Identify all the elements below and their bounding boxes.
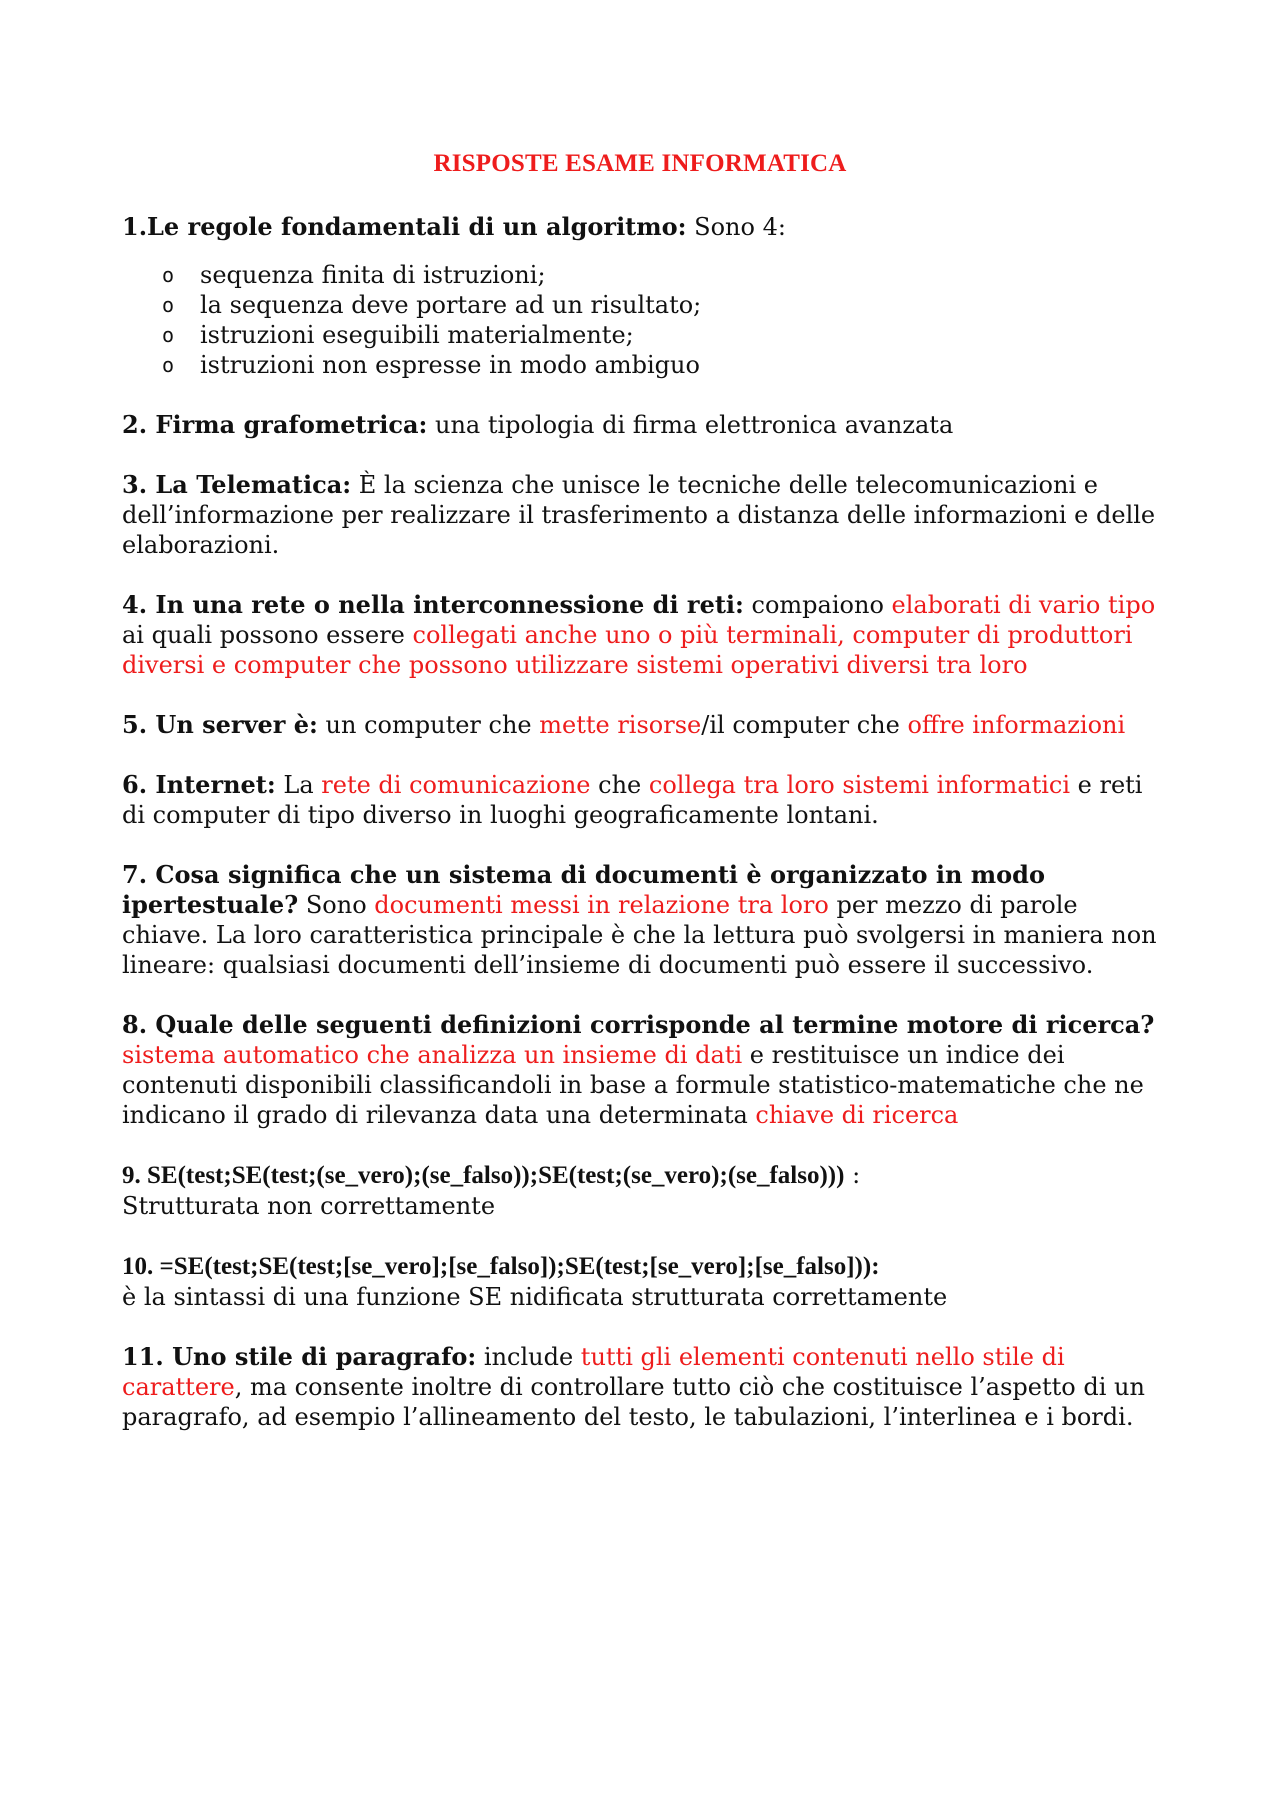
bullet-marker: o (162, 323, 175, 347)
question-5-highlight: mette risorse (539, 711, 702, 739)
question-2 (122, 410, 1162, 440)
question-10 (122, 1251, 1162, 1312)
question-6-text: e reti di computer di tipo diverso in luoghi geograficamente lontani. (122, 771, 1143, 829)
question-5-highlight: offre informazioni (907, 711, 1126, 739)
question-5 (122, 710, 1162, 740)
question-8-label: 8. Quale delle seguenti definizioni corrisponde al termine motore di ricerca? (122, 1010, 1155, 1039)
list-item-text: sequenza finita di istruzioni; (200, 261, 546, 289)
bullet-marker: o (162, 263, 175, 287)
question-8-highlight: chiave di ricerca (755, 1101, 959, 1129)
question-7-text: per mezzo di parole chiave. La loro caratteristica principale è che la lettura può svolgersi in maniera non lineare: qualsiasi documenti dell’insieme di documenti può essere il successivo. (122, 891, 1157, 979)
page-title: RISPOSTE ESAME INFORMATICA (433, 150, 847, 177)
question-6-text: La (275, 771, 322, 799)
algorithm-rules-list (122, 260, 1162, 380)
question-9-label: 9. SE(test;SE(test;(se_vero);(se_falso));SE(test;(se_vero);(se_falso))) (122, 1162, 845, 1189)
list-item (162, 260, 1162, 290)
question-2-text: una tipologia di firma elettronica avanzata (427, 411, 954, 439)
question-8-text: e restituisce un indice dei contenuti disponibili classificandoli in base a formule statistico-matematiche che ne indicano il grado di rilevanza data una determinata (122, 1041, 1144, 1129)
question-5-label: 5. Un server è: (122, 710, 318, 739)
question-11-text: , ma consente inoltre di controllare tutto ciò che costituisce l’aspetto di un paragrafo, ad esempio l’allineamento del testo, le tabulazioni, l’interlinea e i bordi. (122, 1373, 1145, 1431)
question-4-label: 4. In una rete o nella interconnessione di reti: (122, 590, 744, 619)
list-item (162, 350, 1162, 380)
question-4-text: ai quali possono essere (122, 621, 413, 649)
question-10-label: 10. =SE(test;SE(test;[se_vero];[se_falso]);SE(test;[se_vero];[se_falso])): (122, 1253, 880, 1280)
list-item (162, 290, 1162, 320)
question-9-separator: : (844, 1161, 861, 1189)
question-11-label: 11. Uno stile di paragrafo: (122, 1342, 477, 1371)
list-item-text: istruzioni eseguibili materialmente; (200, 321, 634, 349)
question-9 (122, 1160, 1162, 1221)
question-6-label: 6. Internet: (122, 770, 276, 799)
question-5-text: un computer che (317, 711, 540, 739)
question-4 (122, 590, 1162, 680)
question-3 (122, 470, 1162, 560)
question-4-text: compaiono (743, 591, 892, 619)
question-5-text: /il computer che (701, 711, 908, 739)
question-4-highlight: collegati anche uno o più terminali, computer di produttori diversi e computer che possono utilizzare sistemi operativi diversi tra loro (122, 621, 1133, 679)
question-2-label: 2. Firma grafometrica: (122, 410, 428, 439)
question-3-text: È la scienza che unisce le tecniche delle telecomunicazioni e dell’informazione per realizzare il trasferimento a distanza delle informazioni e delle elaborazioni. (122, 471, 1156, 559)
question-11-text: include (476, 1343, 581, 1371)
question-7-text: Sono (298, 891, 375, 919)
question-8 (122, 1010, 1162, 1130)
question-7 (122, 860, 1162, 980)
bullet-marker: o (162, 293, 175, 317)
question-1-text: Sono 4: (686, 213, 786, 241)
list-item-text: istruzioni non espresse in modo ambiguo (200, 351, 700, 379)
question-7-label: 7. Cosa significa che un sistema di documenti è organizzato in modo ipertestuale? (122, 860, 1045, 919)
question-11 (122, 1342, 1162, 1432)
bullet-marker: o (162, 353, 175, 377)
question-7-highlight: documenti messi in relazione tra loro (374, 891, 829, 919)
question-4-highlight: elaborati di vario tipo (891, 591, 1156, 619)
document-body (122, 212, 1162, 1462)
question-1-label: 1.Le regole fondamentali di un algoritmo: (122, 212, 687, 241)
list-item (162, 320, 1162, 350)
question-6-highlight: collega tra loro sistemi informatici (648, 771, 1071, 799)
question-3-label: 3. La Telematica: (122, 470, 352, 499)
question-1 (122, 212, 1162, 242)
question-9-text: Strutturata non correttamente (122, 1192, 496, 1220)
question-11-highlight: tutti gli elementi contenuti nello stile di carattere (122, 1343, 1065, 1401)
list-item-text: la sequenza deve portare ad un risultato; (200, 291, 702, 319)
question-8-highlight: sistema automatico che analizza un insieme di dati (122, 1041, 743, 1069)
question-6 (122, 770, 1162, 830)
question-10-text: è la sintassi di una funzione SE nidificata strutturata correttamente (122, 1283, 948, 1311)
question-6-highlight: rete di comunicazione (321, 771, 591, 799)
question-6-text: che (590, 771, 649, 799)
